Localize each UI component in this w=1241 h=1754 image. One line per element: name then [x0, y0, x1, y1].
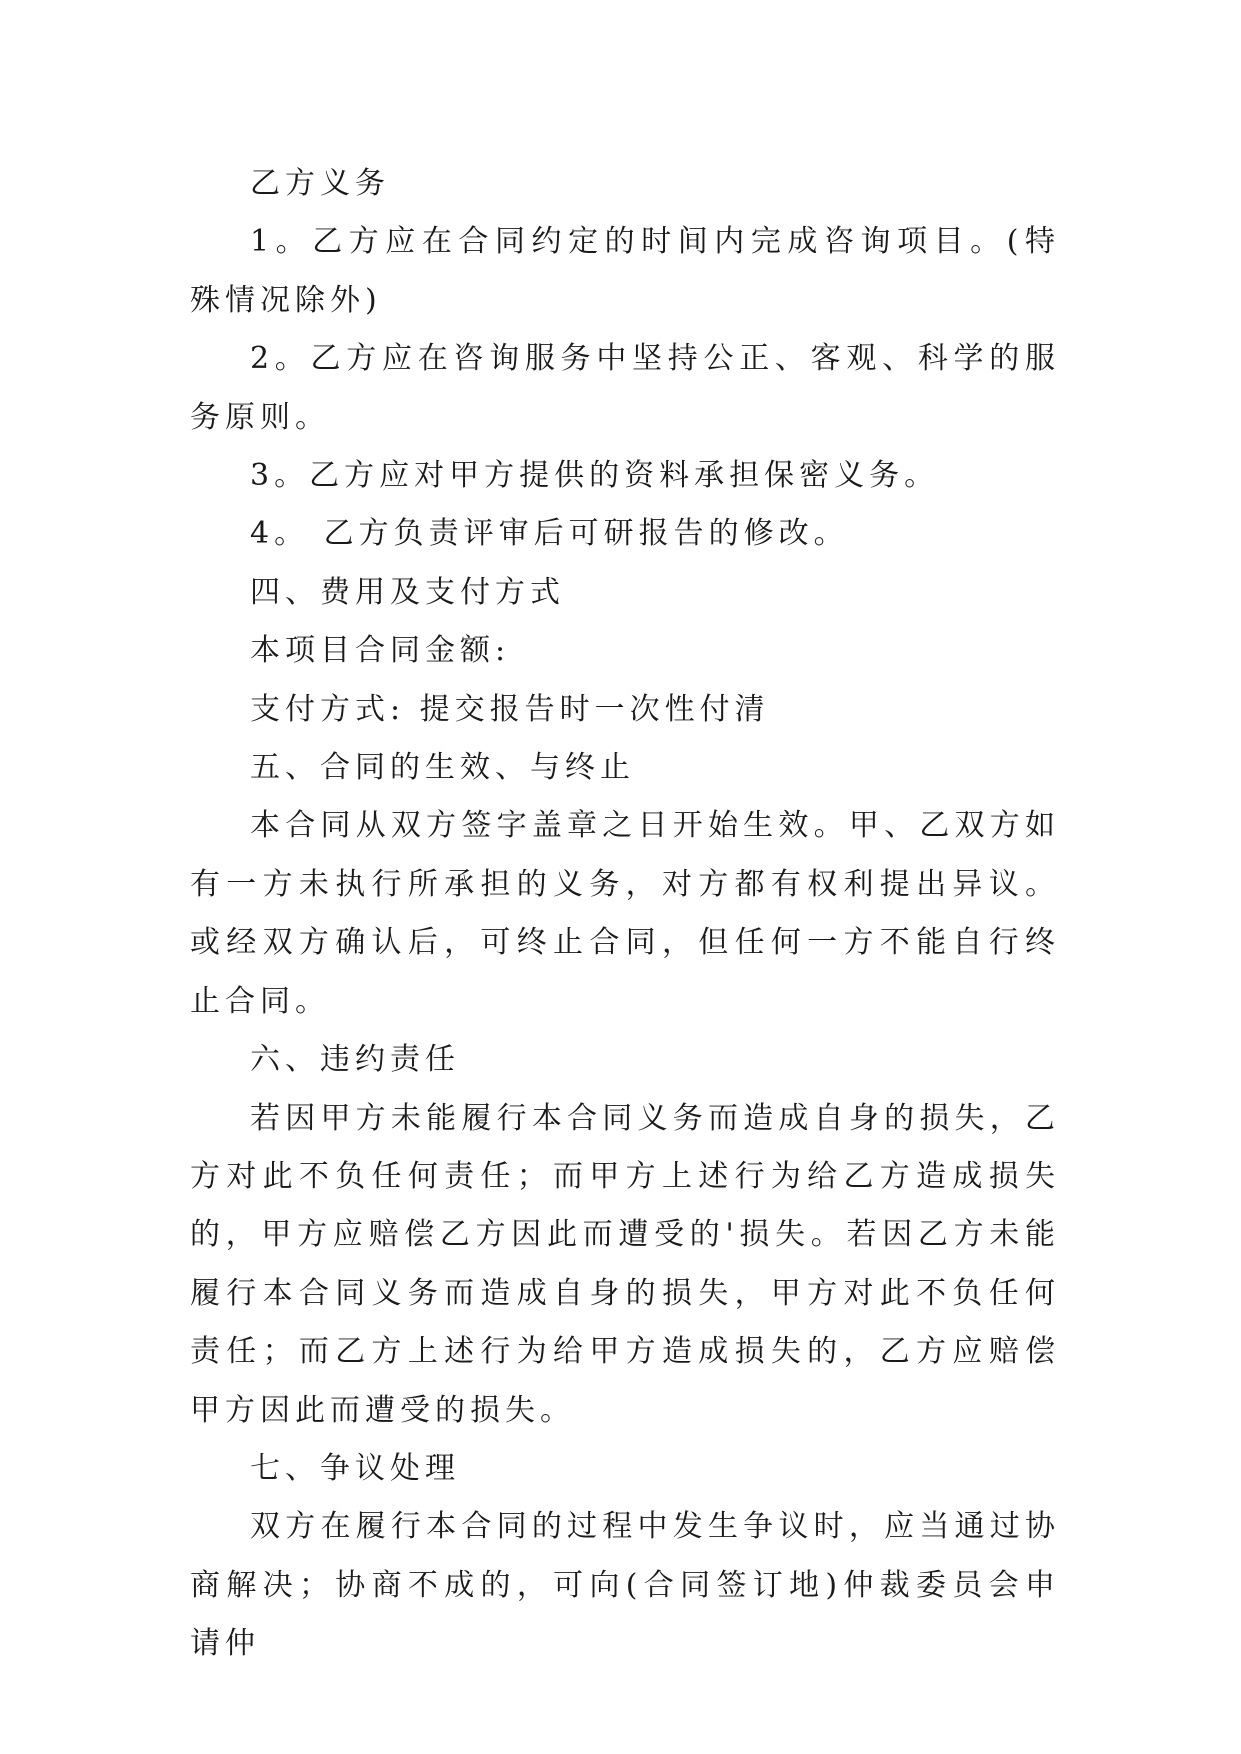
- paragraph-effect-termination: 本合同从双方签字盖章之日开始生效。甲、乙双方如有一方未执行所承担的义务，对方都有权利提出异议。或经双方确认后，可终止合同，但任何一方不能自行终止合同。: [190, 808, 1060, 1019]
- paragraph-dispute: 双方在履行本合同的过程中发生争议时，应当通过协商解决；协商不成的，可向(合同签订地)仲裁委员会申请仲: [190, 1509, 1060, 1662]
- paragraph-heading-party-b-obligations: 乙方义务: [250, 166, 390, 201]
- section-heading-fees: 四、费用及支付方式: [250, 574, 565, 610]
- paragraph-payment-method: 支付方式: 提交报告时一次性付清: [250, 691, 770, 727]
- paragraph-obligation-2: 2。乙方应在咨询服务中坚持公正、客观、科学的服务原则。: [190, 341, 1060, 435]
- paragraph-liability: 若因甲方未能履行本合同义务而造成自身的损失，乙方对此不负任何责任；而甲方上述行为给乙方造成损失的，甲方应赔偿乙方因此而遭受的'损失。若因乙方未能履行本合同义务而造成自身的损失，甲方对此不负任何责任；而乙方上述行为给甲方造成损失的，乙方应赔偿甲方因此而遭受的损失。: [190, 1100, 1060, 1428]
- section-heading-liability: 六、违约责任: [250, 1042, 460, 1078]
- paragraph-contract-amount: 本项目合同金额:: [250, 633, 511, 669]
- paragraph-obligation-3: 3。乙方应对甲方提供的资料承担保密义务。: [250, 458, 940, 494]
- document-body: [190, 155, 1060, 1674]
- section-heading-effect-termination: 五、合同的生效、与终止: [250, 750, 635, 786]
- paragraph-obligation-1: 1。乙方应在合同约定的时间内完成咨询项目。(特殊情况除外): [190, 224, 1060, 318]
- paragraph-obligation-4: 4。 乙方负责评审后可研报告的修改。: [250, 516, 849, 552]
- section-heading-dispute: 七、争议处理: [250, 1450, 460, 1486]
